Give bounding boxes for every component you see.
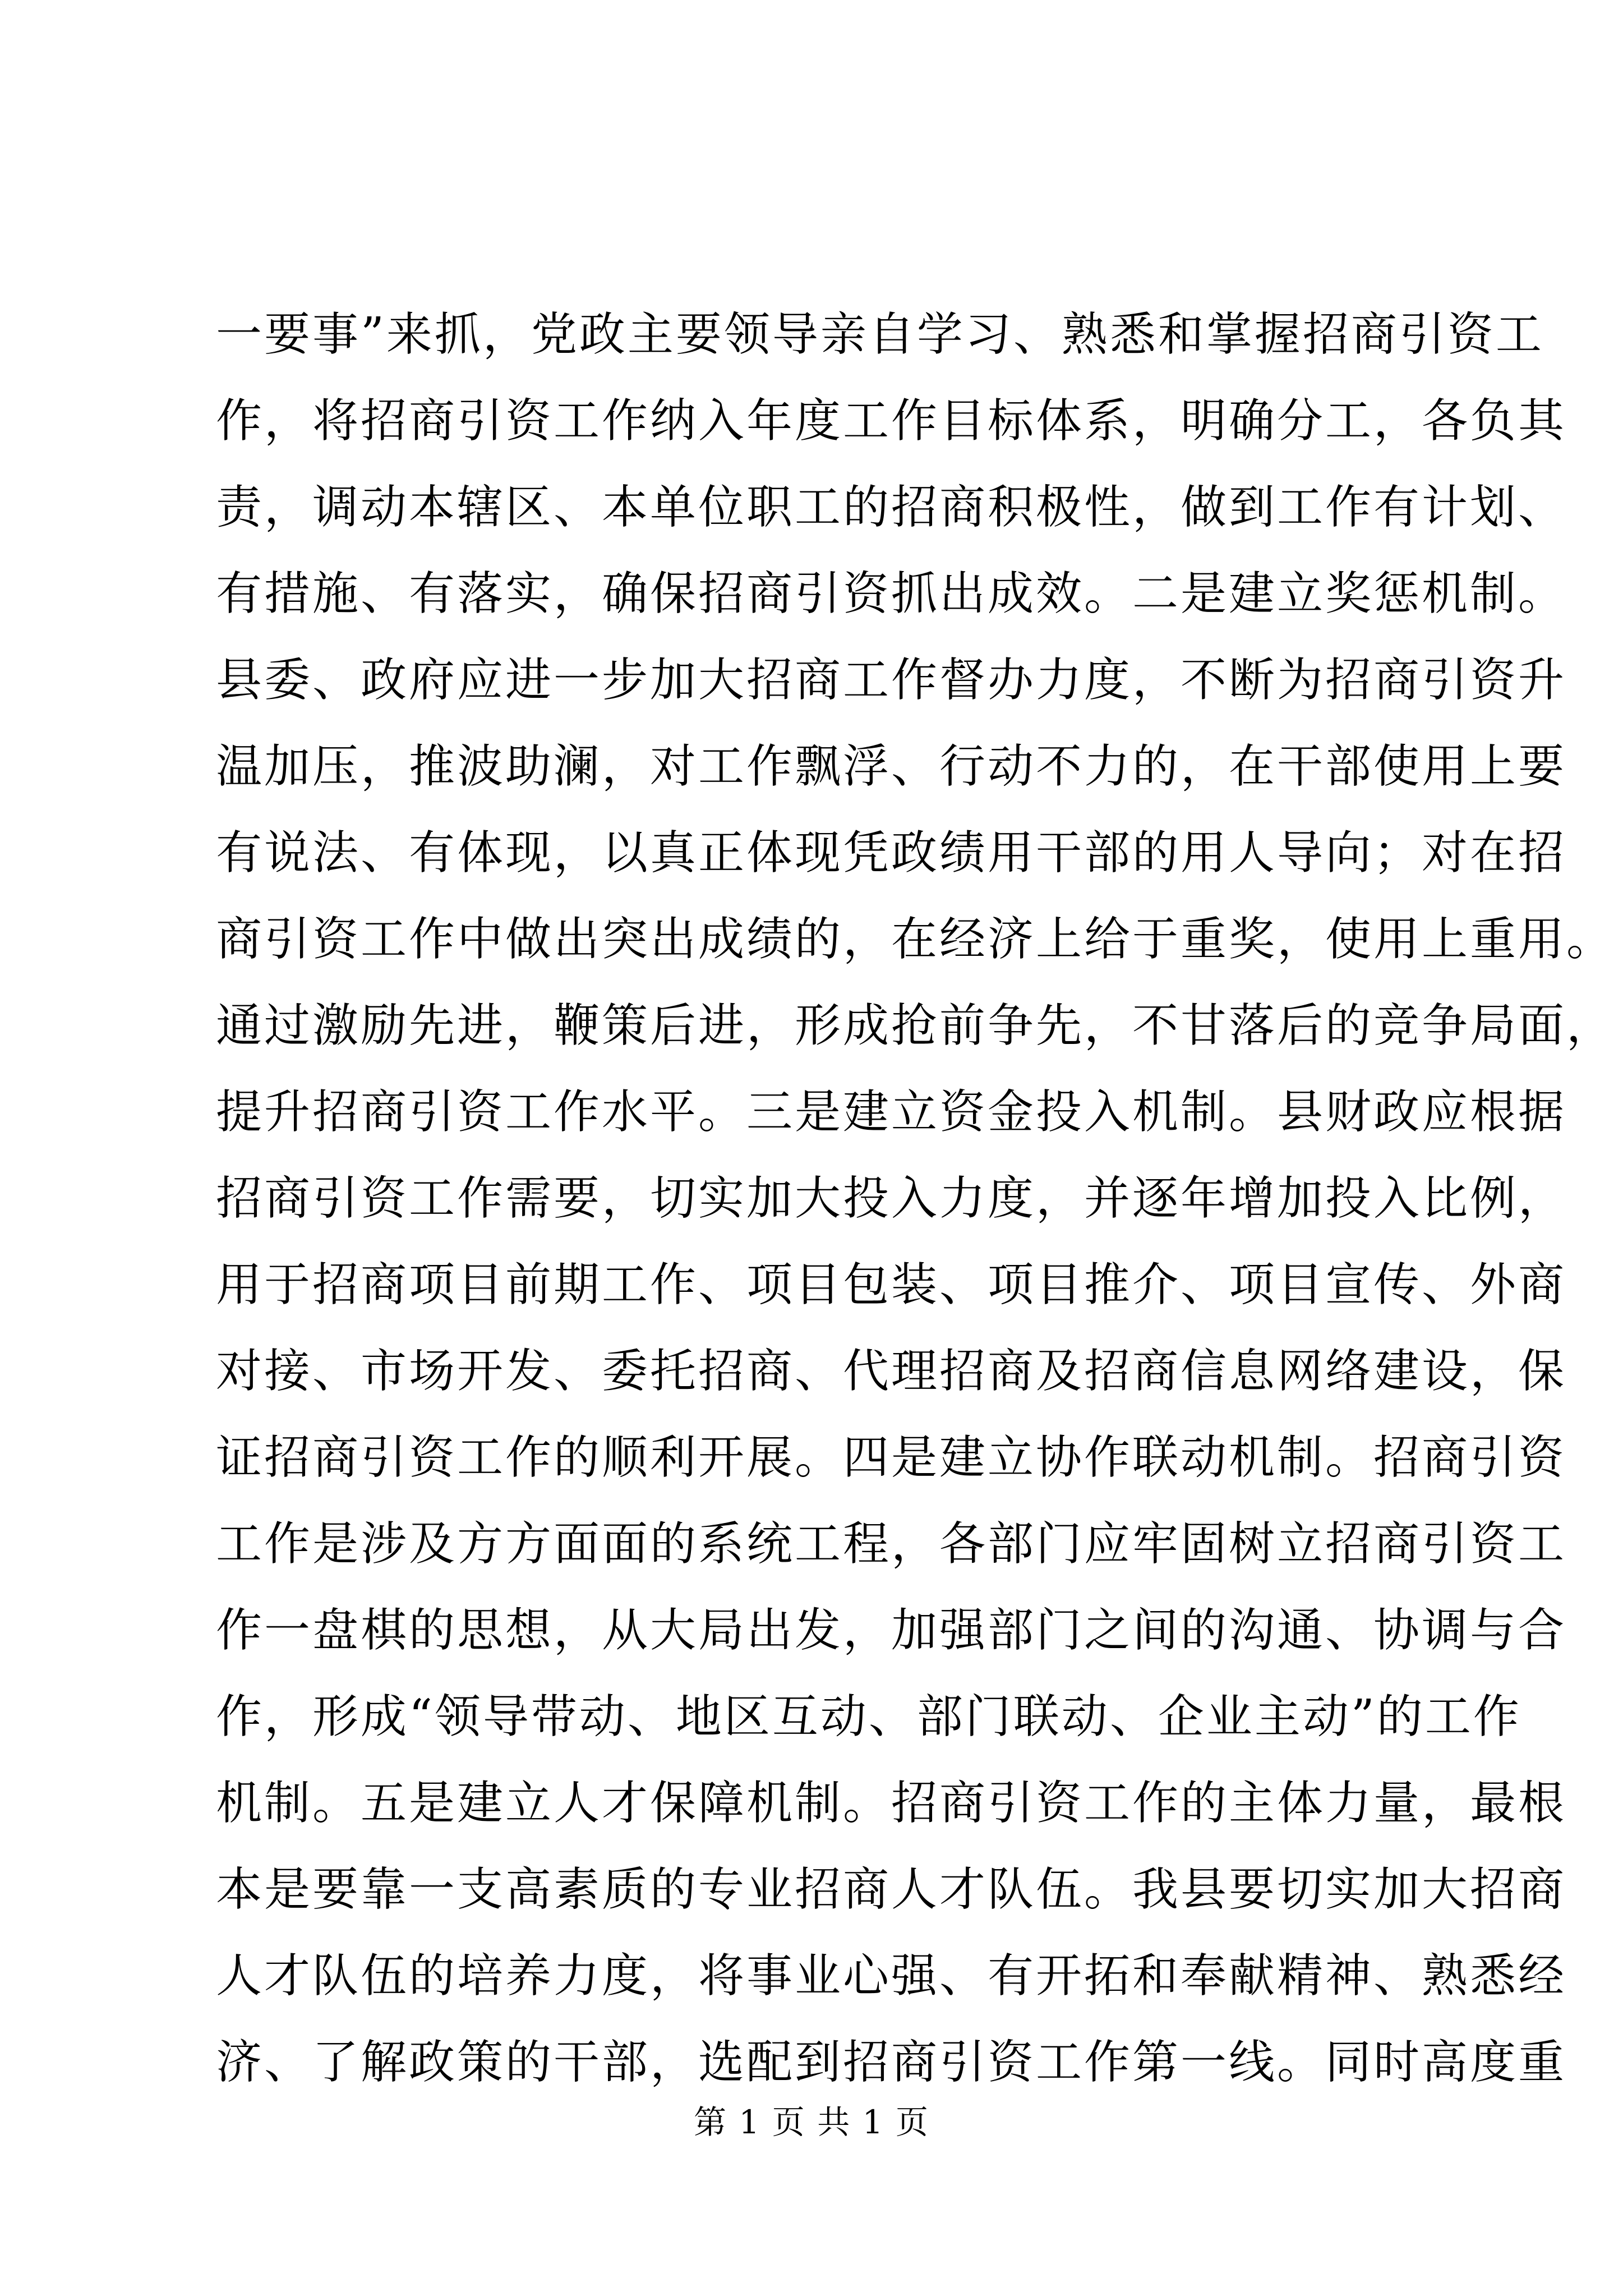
text-line-21: 济、了解政策的干部，选配到招商引资工作第一线。同时高度重 (216, 2036, 1567, 2089)
text-line-4: 有措施、有落实，确保招商引资抓出成效。二是建立奖惩机制。 (216, 567, 1567, 620)
text-line-15: 工作是涉及方方面面的系统工程，各部门应牢固树立招商引资工 (216, 1517, 1567, 1571)
page-footer: 第 1 页 共 1 页 (694, 2103, 929, 2141)
text-line-13: 对接、市场开发、委托招商、代理招商及招商信息网络建设，保 (216, 1345, 1567, 1398)
text-line-8: 商引资工作中做出突出成绩的，在经济上给于重奖，使用上重用。 (216, 913, 1615, 966)
body-text (216, 292, 1615, 2106)
text-line-2: 作，将招商引资工作纳入年度工作目标体系，明确分工，各负其 (216, 394, 1567, 448)
text-line-12: 用于招商项目前期工作、项目包装、项目推介、项目宣传、外商 (216, 1258, 1567, 1312)
text-line-7: 有说法、有体现，以真正体现凭政绩用干部的用人导向；对在招 (216, 826, 1567, 880)
text-line-19: 本是要靠一支高素质的专业招商人才队伍。我县要切实加大招商 (216, 1863, 1567, 1916)
text-line-20: 人才队伍的培养力度，将事业心强、有开拓和奉献精神、熟悉经 (216, 1949, 1567, 2003)
text-line-10: 提升招商引资工作水平。三是建立资金投入机制。县财政应根据 (216, 1085, 1567, 1139)
text-line-18: 机制。五是建立人才保障机制。招商引资工作的主体力量，最根 (216, 1777, 1567, 1830)
text-line-16: 作一盘棋的思想，从大局出发，加强部门之间的沟通、协调与合 (216, 1604, 1567, 1657)
text-line-11: 招商引资工作需要，切实加大投入力度，并逐年增加投入比例， (216, 1172, 1567, 1225)
text-line-14: 证招商引资工作的顺利开展。四是建立协作联动机制。招商引资 (216, 1431, 1567, 1484)
text-line-1: 一要事”来抓，党政主要领导亲自学习、熟悉和掌握招商引资工 (216, 308, 1544, 361)
text-line-3: 责，调动本辖区、本单位职工的招商积极性，做到工作有计划、 (216, 481, 1567, 534)
text-line-9: 通过激励先进，鞭策后进，形成抢前争先，不甘落后的竞争局面， (216, 999, 1615, 1052)
text-line-5: 县委、政府应进一步加大招商工作督办力度，不断为招商引资升 (216, 654, 1567, 707)
text-line-17: 作，形成“领导带动、地区互动、部门联动、企业主动”的工作 (216, 1690, 1521, 1743)
text-line-6: 温加压，推波助澜，对工作飘浮、行动不力的，在干部使用上要 (216, 740, 1567, 793)
